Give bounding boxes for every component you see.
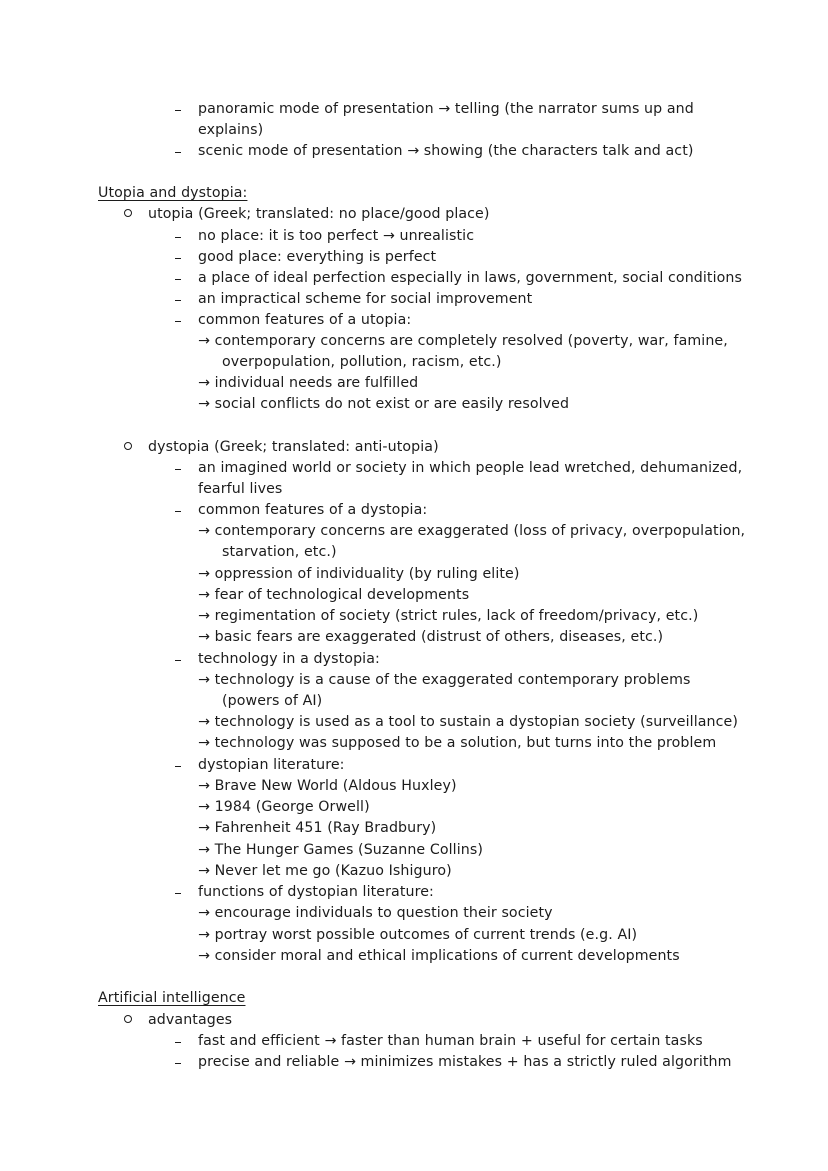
arrow-line: → contemporary concerns are exaggerated (loss of privacy, overpopulation, [198, 523, 746, 539]
book-item: → Fahrenheit 451 (Ray Bradbury) [198, 820, 437, 836]
circle-bullet [124, 442, 132, 450]
arrow-line: → technology is used as a tool to sustain a dystopian society (surveillance) [198, 714, 739, 730]
note-line: dystopian literature: [198, 757, 345, 773]
arrow-line: → portray worst possible outcomes of current trends (e.g. AI) [198, 927, 638, 943]
dash-bullet [175, 237, 181, 238]
dash-bullet [175, 1063, 181, 1064]
arrow-line: → oppression of individuality (by ruling elite) [198, 566, 520, 582]
note-line: good place: everything is perfect [198, 249, 437, 265]
note-line: functions of dystopian literature: [198, 884, 434, 900]
dash-bullet [175, 152, 181, 153]
arrow-line: → consider moral and ethical implications of current developments [198, 948, 680, 964]
note-line: common features of a dystopia: [198, 502, 428, 518]
section-heading-ai: Artificial intelligence [98, 990, 246, 1006]
note-line: precise and reliable → minimizes mistakes + has a strictly ruled algorithm [198, 1054, 732, 1070]
note-line: fearful lives [198, 481, 283, 497]
dash-bullet [175, 321, 181, 322]
advantages-title: advantages [148, 1012, 233, 1028]
arrow-line: → basic fears are exaggerated (distrust of others, diseases, etc.) [198, 629, 664, 645]
note-line: panoramic mode of presentation → telling (the narrator sums up and [198, 101, 694, 117]
arrow-line: → technology was supposed to be a solution, but turns into the problem [198, 735, 717, 751]
book-item: → Never let me go (Kazuo Ishiguro) [198, 863, 452, 879]
arrow-line: → encourage individuals to question their society [198, 905, 553, 921]
arrow-line: → regimentation of society (strict rules, lack of freedom/privacy, etc.) [198, 608, 699, 624]
circle-bullet [124, 1015, 132, 1023]
note-line: common features of a utopia: [198, 312, 412, 328]
note-line: an imagined world or society in which people lead wretched, dehumanized, [198, 460, 743, 476]
utopia-title: utopia (Greek; translated: no place/good place) [148, 206, 490, 222]
note-line: explains) [198, 122, 264, 138]
arrow-line: → fear of technological developments [198, 587, 470, 603]
dash-bullet [175, 279, 181, 280]
note-line: scenic mode of presentation → showing (the characters talk and act) [198, 143, 694, 159]
dash-bullet [175, 110, 181, 111]
dash-bullet [175, 258, 181, 259]
circle-bullet [124, 209, 132, 217]
dash-bullet [175, 300, 181, 301]
arrow-line: → social conflicts do not exist or are easily resolved [198, 396, 570, 412]
book-item: → 1984 (George Orwell) [198, 799, 370, 815]
section-heading-utopia-dystopia: Utopia and dystopia: [98, 185, 248, 201]
dash-bullet [175, 511, 181, 512]
note-line: no place: it is too perfect → unrealistic [198, 228, 475, 244]
note-line: an impractical scheme for social improvement [198, 291, 533, 307]
arrow-line-continued: starvation, etc.) [222, 544, 337, 560]
dash-bullet [175, 766, 181, 767]
arrow-line: → technology is a cause of the exaggerated contemporary problems [198, 672, 691, 688]
book-item: → The Hunger Games (Suzanne Collins) [198, 842, 483, 858]
book-item: → Brave New World (Aldous Huxley) [198, 778, 457, 794]
arrow-line: → contemporary concerns are completely resolved (poverty, war, famine, [198, 333, 728, 349]
arrow-line: → individual needs are fulfilled [198, 375, 419, 391]
dash-bullet [175, 1042, 181, 1043]
dash-bullet [175, 893, 181, 894]
note-line: technology in a dystopia: [198, 651, 380, 667]
dystopia-title: dystopia (Greek; translated: anti-utopia) [148, 439, 439, 455]
note-line: fast and efficient → faster than human brain + useful for certain tasks [198, 1033, 703, 1049]
arrow-line-continued: overpopulation, pollution, racism, etc.) [222, 354, 502, 370]
arrow-line-continued: (powers of AI) [222, 693, 323, 709]
note-line: a place of ideal perfection especially in laws, government, social conditions [198, 270, 742, 286]
dash-bullet [175, 469, 181, 470]
dash-bullet [175, 660, 181, 661]
